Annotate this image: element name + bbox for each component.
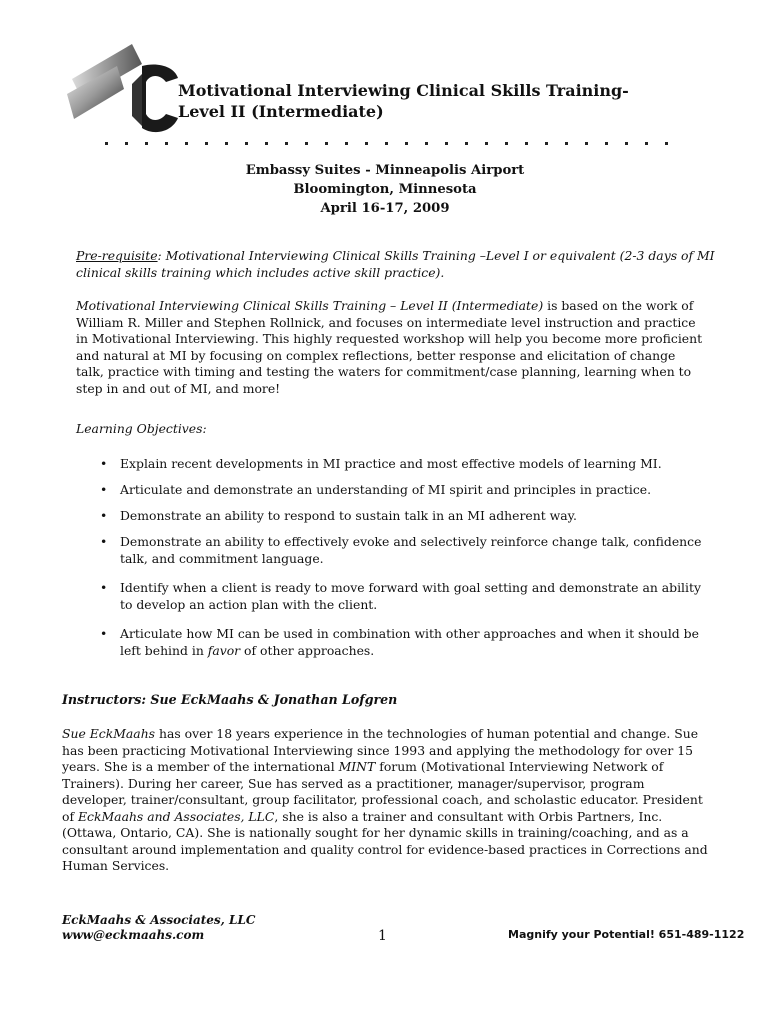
divider-dot bbox=[485, 142, 488, 145]
course-title-italic: Motivational Interviewing Clinical Skills Training – Level II (Intermediate) bbox=[76, 298, 544, 313]
document-title bbox=[178, 80, 629, 122]
divider-dot bbox=[585, 142, 588, 145]
divider-dot bbox=[205, 142, 208, 145]
objective-item bbox=[100, 534, 710, 567]
objective-text: Demonstrate an ability to respond to sustain talk in an MI adherent way. bbox=[120, 508, 577, 523]
divider-dot bbox=[665, 142, 668, 145]
description-paragraph bbox=[76, 298, 706, 397]
divider-dot bbox=[265, 142, 268, 145]
divider-dot bbox=[645, 142, 648, 145]
bullet-icon: • bbox=[100, 508, 108, 523]
bullet-icon: • bbox=[100, 456, 108, 471]
divider-dot bbox=[325, 142, 328, 145]
bio-text: forum (Motivational Interviewing Network of Trainers). During her career, Sue has served as a practitioner, manager/supervisor, program developer, trainer/consultant, group facilitator, professional coach, and scholastic educator. President of bbox=[62, 759, 703, 824]
venue-city: Bloomington, Minnesota bbox=[293, 182, 477, 197]
objective-text-italic: favor bbox=[207, 642, 241, 658]
objective-text: Identify when a client is ready to move forward with goal setting and demonstrate an ability to develop an action plan with the client. bbox=[120, 580, 701, 612]
bullet-icon: • bbox=[100, 482, 108, 497]
page-number: 1 bbox=[378, 928, 387, 944]
footer-company: EckMaahs & Associates, LLC bbox=[62, 913, 256, 927]
divider-dot bbox=[225, 142, 228, 145]
objective-item bbox=[100, 626, 710, 659]
divider-dot bbox=[525, 142, 528, 145]
objective-text-part: of other approaches. bbox=[240, 642, 375, 658]
venue-date: April 16-17, 2009 bbox=[320, 201, 450, 216]
objective-text bbox=[120, 626, 710, 659]
bio-name: Sue EckMaahs bbox=[62, 726, 156, 741]
divider-dot bbox=[625, 142, 628, 145]
objective-text: Explain recent developments in MI practice and most effective models of learning MI. bbox=[120, 456, 662, 471]
prerequisite-text: : Motivational Interviewing Clinical Skills Training –Level I or equivalent (2-3 days of MI clinical skills training which includes active skill practice). bbox=[76, 248, 715, 280]
divider-dot bbox=[245, 142, 248, 145]
objective-item bbox=[100, 456, 710, 473]
divider-dot bbox=[145, 142, 148, 145]
divider-dot bbox=[365, 142, 368, 145]
divider-dot bbox=[185, 142, 188, 145]
divider-dot bbox=[385, 142, 388, 145]
bio-mint: MINT bbox=[338, 759, 376, 774]
description-text: is based on the work of William R. Miller and Stephen Rollnick, and focuses on intermediate level instruction and practice in Motivational Interviewing. This highly requested workshop will help you become more proficient and natural at MI by focusing on complex reflections, better response and elicitation of change talk, practice with timing and testing the waters for commitment/case planning, learning when to step in and out of MI, and more! bbox=[76, 298, 703, 396]
bullet-icon: • bbox=[100, 534, 108, 549]
divider-dot bbox=[405, 142, 408, 145]
divider-dot bbox=[345, 142, 348, 145]
divider-dot bbox=[165, 142, 168, 145]
divider-dot bbox=[465, 142, 468, 145]
footer-website[interactable]: www@eckmaahs.com bbox=[62, 928, 205, 942]
venue-block bbox=[0, 161, 770, 218]
objective-text-part: Articulate how MI can be used in combination with other approaches and when it should be left behind in bbox=[120, 626, 699, 658]
divider-dot bbox=[565, 142, 568, 145]
venue-name: Embassy Suites - Minneapolis Airport bbox=[245, 163, 525, 178]
objective-text: Articulate and demonstrate an understanding of MI spirit and principles in practice. bbox=[120, 482, 652, 497]
divider-dot bbox=[285, 142, 288, 145]
prerequisite-paragraph bbox=[76, 248, 716, 281]
logo-graphic bbox=[62, 44, 182, 134]
divider-dot bbox=[305, 142, 308, 145]
divider-dot bbox=[125, 142, 128, 145]
divider-dot bbox=[605, 142, 608, 145]
bio-text: has over 18 years experience in the technologies of human potential and change. Sue has been practicing Motivational Interviewing since 1993 and applying the methodology for over 15 years. She is a member of the international bbox=[62, 726, 699, 774]
divider-dot bbox=[445, 142, 448, 145]
objective-text: Demonstrate an ability to effectively evoke and selectively reinforce change talk, confidence talk, and commitment language. bbox=[120, 534, 702, 566]
instructors-heading: Instructors: Sue EckMaahs & Jonathan Lofgren bbox=[62, 692, 398, 707]
objective-item bbox=[100, 508, 710, 525]
objective-item bbox=[100, 580, 710, 613]
divider-dot bbox=[425, 142, 428, 145]
prerequisite-label: Pre-requisite bbox=[76, 248, 158, 263]
learning-objectives-heading: Learning Objectives: bbox=[76, 421, 207, 436]
objective-item bbox=[100, 482, 710, 499]
divider-dot bbox=[505, 142, 508, 145]
bio-company: EckMaahs and Associates, LLC bbox=[78, 808, 275, 824]
dotted-divider bbox=[100, 140, 670, 148]
footer-company-block bbox=[62, 913, 255, 943]
title-line-2: Level II (Intermediate) bbox=[178, 102, 384, 121]
footer-tagline: Magnify your Potential! 651-489-1122 bbox=[508, 928, 745, 941]
divider-dot bbox=[105, 142, 108, 145]
instructor-bio bbox=[62, 726, 712, 875]
divider-dot bbox=[545, 142, 548, 145]
bullet-icon: • bbox=[100, 626, 108, 641]
bio-text: , she is also a trainer and consultant with Orbis Partners, Inc. (Ottawa, Ontario, CA). She is nationally sought for her dynamic skills in training/coaching, and as a consultant around implementation and quality control for evidence-based practices in Corrections and Human Services. bbox=[62, 808, 708, 873]
title-line-1: Motivational Interviewing Clinical Skills Training- bbox=[178, 81, 629, 100]
bullet-icon: • bbox=[100, 580, 108, 595]
